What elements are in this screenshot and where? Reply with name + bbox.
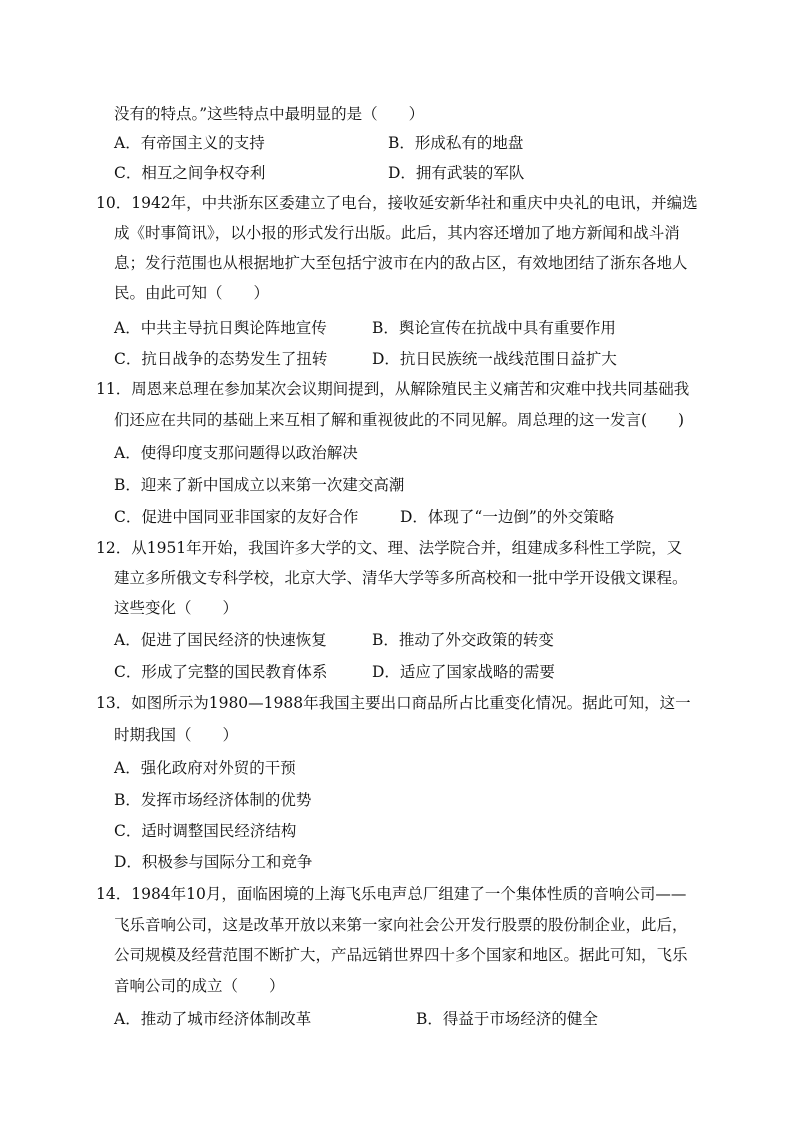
q12-option-c: C．形成了完整的国民教育体系 <box>114 663 328 681</box>
q14-stem-line-4: 音响公司的成立（ ） <box>114 977 285 995</box>
q13-option-c: C．适时调整国民经济结构 <box>114 822 297 840</box>
q11-stem-line-2: 们还应在共同的基础上来互相了解和重视彼此的不同见解。周总理的这一发言( ) <box>114 411 685 429</box>
q13-stem-line-2: 时期我国（ ） <box>114 726 239 744</box>
q13-option-d: D．积极参与国际分工和竞争 <box>114 853 313 871</box>
q9-stem-continuation: 没有的特点。”这些特点中最明显的是（ ） <box>114 105 425 123</box>
q12-stem-line-1: 12．从1951年开始，我国许多大学的文、理、法学院合并，组建成多科性工学院，又 <box>96 539 683 557</box>
q11-option-b: B．迎来了新中国成立以来第一次建交高潮 <box>114 476 405 494</box>
q9-option-d: D．拥有武装的军队 <box>388 164 525 182</box>
q13-stem-line-1: 13．如图所示为1980—1988年我国主要出口商品所占比重变化情况。据此可知，这一 <box>96 694 691 712</box>
q12-stem-line-2: 建立多所俄文专科学校，北京大学、清华大学等多所高校和一批中学开设俄文课程。 <box>114 569 688 587</box>
q10-option-c: C．抗日战争的态势发生了扭转 <box>114 350 328 368</box>
q12-stem-line-3: 这些变化（ ） <box>114 599 239 617</box>
q11-option-d: D．体现了“一边倒”的外交策略 <box>400 508 615 526</box>
q13-option-b: B．发挥市场经济体制的优势 <box>114 791 312 809</box>
q12-option-b: B．推动了外交政策的转变 <box>372 631 554 649</box>
q10-stem-line-3: 息；发行范围也从根据地扩大至包括宁波市在内的敌占区，有效地团结了浙东各地人 <box>114 254 688 272</box>
q10-option-d: D．抗日民族统一战线范围日益扩大 <box>372 350 617 368</box>
q14-stem-line-1: 14．1984年10月，面临困境的上海飞乐电声总厂组建了一个集体性质的音响公司—— <box>96 885 687 903</box>
q14-option-a: A．推动了城市经济体制改革 <box>114 1010 312 1028</box>
q14-stem-line-2: 飞乐音响公司，这是改革开放以来第一家向社会公开发行股票的股份制企业，此后， <box>114 916 688 934</box>
q11-option-c: C．促进中国同亚非国家的友好合作 <box>114 508 359 526</box>
q10-stem-line-1: 10．1942年，中共浙东区委建立了电台，接收延安新华社和重庆中央礼的电讯，并编选 <box>96 194 698 212</box>
q12-option-a: A．促进了国民经济的快速恢复 <box>114 631 327 649</box>
q9-option-c: C．相互之间争权夺利 <box>114 164 266 182</box>
q14-stem-line-3: 公司规模及经营范围不断扩大，产品远销世界四十多个国家和地区。据此可知，飞乐 <box>114 946 688 964</box>
q10-stem-line-2: 成《时事简讯》，以小报的形式发行出版。此后，其内容还增加了地方新闻和战斗消 <box>114 224 680 242</box>
q9-option-b: B．形成私有的地盘 <box>388 134 524 152</box>
q11-stem-line-1: 11．周恩来总理在参加某次会议期间提到，从解除殖民主义痛苦和灾难中找共同基础我 <box>96 380 690 398</box>
q11-option-a: A．使得印度支那问题得以政治解决 <box>114 444 358 462</box>
q10-option-b: B．舆论宣传在抗战中具有重要作用 <box>372 319 616 337</box>
q14-option-b: B．得益于市场经济的健全 <box>416 1010 598 1028</box>
q12-option-d: D．适应了国家战略的需要 <box>372 663 555 681</box>
q10-stem-line-4: 民。由此可知（ ） <box>114 284 270 302</box>
q9-option-a: A．有帝国主义的支持 <box>114 134 265 152</box>
q13-option-a: A．强化政府对外贸的干预 <box>114 759 296 777</box>
q10-option-a: A．中共主导抗日舆论阵地宣传 <box>114 319 327 337</box>
